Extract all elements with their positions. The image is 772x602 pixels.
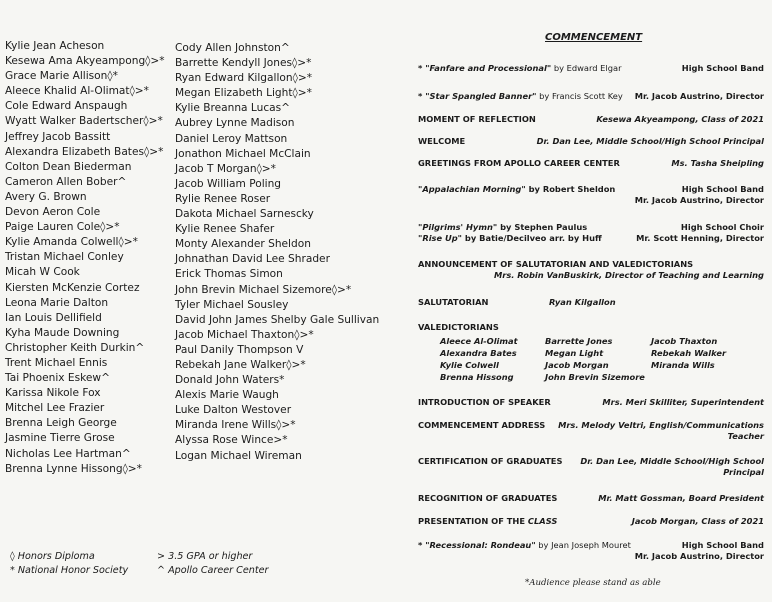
- graduate-name: Aubrey Lynne Madison: [175, 117, 295, 130]
- graduate-name: Brenna Leigh George: [5, 417, 117, 430]
- graduate-name: Ian Louis Dellifield: [5, 311, 102, 324]
- graduate-name: Leona Marie Dalton: [5, 296, 109, 309]
- program-appalachian: [418, 184, 764, 208]
- graduate-name: Tristan Michael Conley: [5, 251, 124, 264]
- program-choir: [418, 222, 764, 246]
- graduate-name: John Brevin Michael Sizemore◊>*: [175, 283, 352, 296]
- reflection-by: Kesewa Akyeampong, Class of 2021: [596, 114, 764, 124]
- program-recessional: [418, 540, 764, 564]
- graduate-name: Jasmine Tierre Grose: [5, 432, 115, 445]
- valedictorian-name: Megan Light: [545, 348, 604, 358]
- graduate-name: Avery G. Brown: [5, 190, 87, 203]
- graduate-name: Erick Thomas Simon: [175, 268, 283, 281]
- graduate-name: Jacob William Poling: [175, 177, 282, 190]
- valedictorian-name: Miranda Wills: [651, 360, 715, 370]
- riseup-title: "Rise Up": [418, 233, 463, 243]
- valedictorian-name: Jacob Thaxton: [651, 336, 718, 346]
- graduate-name: Alexis Marie Waugh: [175, 389, 279, 402]
- introduction-label: INTRODUCTION OF SPEAKER: [418, 397, 551, 407]
- graduate-name: Daniel Leroy Mattson: [175, 132, 288, 145]
- graduate-name: Jonathon Michael McClain: [175, 147, 311, 160]
- graduate-name: Karissa Nikole Fox: [5, 387, 101, 400]
- graduate-name: Paige Lauren Cole◊>*: [5, 221, 120, 234]
- recessional-director: Mr. Jacob Austrino, Director: [634, 551, 764, 561]
- graduate-name: Cole Edward Anspaugh: [5, 100, 128, 113]
- announcement-by: Mrs. Robin VanBuskirk, Director of Teaching and Learning: [493, 270, 764, 280]
- graduate-name: Paul Danily Thompson V: [175, 343, 304, 356]
- graduate-name: Micah W Cook: [5, 266, 80, 279]
- valedictorian-name: Rebekah Walker: [651, 348, 727, 358]
- valedictorians-col-2: [545, 335, 645, 383]
- graduate-name: Ryan Edward Kilgallon◊>*: [175, 72, 312, 85]
- choir-performer: High School Choir: [680, 222, 764, 232]
- program-announcement: [418, 259, 764, 283]
- graduate-name: Rebekah Jane Walker◊>*: [175, 358, 306, 371]
- graduate-name: Tai Phoenix Eskew^: [5, 372, 110, 385]
- presentation-by: Jacob Morgan, Class of 2021: [631, 516, 764, 526]
- graduate-name: Alexandra Elizabeth Bates◊>*: [5, 145, 164, 158]
- pilgrims-composer: by Stephen Paulus: [497, 222, 588, 232]
- salutatorian-label: SALUTATORIAN: [418, 297, 489, 307]
- graduate-name: Kesewa Ama Akyeampong◊>*: [5, 55, 165, 68]
- graduate-name: Cameron Allen Bober^: [5, 175, 127, 188]
- certification-label: CERTIFICATION OF GRADUATES: [418, 456, 563, 466]
- graduate-name: Mitchel Lee Frazier: [5, 402, 105, 415]
- graduate-name: Jeffrey Jacob Bassitt: [5, 130, 111, 143]
- graduate-name: Brenna Lynne Hissong◊>*: [5, 462, 142, 475]
- graduate-name: Wyatt Walker Badertscher◊>*: [5, 115, 163, 128]
- program-address: [418, 420, 764, 444]
- graduate-name: Colton Dean Biederman: [5, 160, 132, 173]
- graduate-name: Trent Michael Ennis: [5, 356, 108, 369]
- presentation-label: PRESENTATION OF THE: [418, 516, 528, 526]
- recessional-title: * "Recessional: Rondeau": [418, 540, 536, 550]
- valedictorians-col-1: [440, 335, 518, 383]
- legend-left: [10, 550, 128, 577]
- graduate-name: Cody Allen Johnston^: [175, 42, 290, 54]
- choir-director: Mr. Scott Henning, Director: [636, 233, 764, 243]
- audience-footnote: *Audience please stand as able: [525, 578, 661, 588]
- appalachian-director: Mr. Jacob Austrino, Director: [634, 195, 764, 205]
- graduate-name: Tyler Michael Sousley: [175, 298, 289, 311]
- valedictorian-name: Alexandra Bates: [440, 348, 517, 358]
- graduate-name: Donald John Waters*: [175, 374, 285, 387]
- graduate-name: Christopher Keith Durkin^: [5, 341, 145, 354]
- fanfare-title: * "Fanfare and Processional": [418, 63, 552, 73]
- certification-by-cont: Principal: [723, 467, 764, 477]
- graduate-name: Barrette Kendyll Jones◊>*: [175, 57, 312, 70]
- graduate-name: Kylie Jean Acheson: [5, 40, 105, 52]
- salutatorian-name: Ryan Kilgallon: [549, 297, 616, 307]
- valedictorian-name: Jacob Morgan: [545, 360, 609, 370]
- anthem-title: * "Star Spangled Banner": [418, 91, 537, 101]
- fanfare-composer: by Edward Elgar: [551, 63, 622, 73]
- graduate-name: Dakota Michael Sarnescky: [175, 208, 314, 221]
- graduate-names-column-1: [5, 39, 165, 477]
- recessional-composer: by Jean Joseph Mouret: [535, 540, 631, 550]
- introduction-by: Mrs. Meri Skilliter, Superintendent: [602, 397, 764, 407]
- graduate-name: Kylie Breanna Lucas^: [175, 102, 291, 115]
- address-label: COMMENCEMENT ADDRESS: [418, 420, 546, 430]
- program-certification: [418, 456, 764, 480]
- graduate-name: Aleece Khalid Al-Olimat◊>*: [5, 85, 149, 98]
- address-by: Mrs. Melody Veltri, English/Communications: [558, 420, 764, 430]
- anthem-composer: by Francis Scott Key: [536, 91, 623, 101]
- graduate-name: Jacob Michael Thaxton◊>*: [175, 328, 314, 341]
- legend-right: [157, 550, 268, 577]
- welcome-by: Dr. Dan Lee, Middle School/High School Principal: [536, 136, 764, 146]
- recognition-label: RECOGNITION OF GRADUATES: [418, 493, 558, 503]
- graduate-name: Logan Michael Wireman: [175, 449, 302, 462]
- valedictorian-name: Brenna Hissong: [440, 372, 514, 382]
- greetings-label: GREETINGS FROM APOLLO CAREER CENTER: [418, 158, 620, 168]
- valedictorian-name: John Brevin Sizemore: [545, 372, 645, 382]
- appalachian-composer: by Robert Sheldon: [525, 184, 616, 194]
- valedictorians-col-3: [651, 335, 726, 371]
- graduate-name: David John James Shelby Gale Sullivan: [175, 313, 380, 326]
- recessional-performer: High School Band: [681, 540, 764, 550]
- fanfare-performer: High School Band: [681, 63, 764, 73]
- graduate-name: Megan Elizabeth Light◊>*: [175, 87, 312, 100]
- program-title: COMMENCEMENT: [545, 32, 643, 43]
- legend-gpa: > 3.5 GPA or higher: [157, 551, 253, 562]
- graduate-name: Johnathan David Lee Shrader: [175, 253, 330, 266]
- announcement-label: ANNOUNCEMENT OF SALUTATORIAN AND VALEDICTORIANS: [418, 259, 694, 269]
- address-by-cont: Teacher: [727, 431, 764, 441]
- appalachian-title: "Appalachian Morning": [418, 184, 526, 194]
- graduate-name: Miranda Irene Wills◊>*: [175, 419, 296, 432]
- pilgrims-title: "Pilgrims' Hymn": [418, 222, 498, 232]
- legend-nhs: * National Honor Society: [10, 564, 129, 576]
- graduate-name: Devon Aeron Cole: [5, 206, 101, 219]
- riseup-composer: by Batie/Decilveo arr. by Huff: [462, 233, 602, 243]
- presentation-class: CLASS: [527, 516, 558, 526]
- anthem-director: Mr. Jacob Austrino, Director: [634, 91, 764, 101]
- graduate-name: Kylie Renee Shafer: [175, 223, 275, 236]
- appalachian-performer: High School Band: [681, 184, 764, 194]
- graduate-name: Kyha Maude Downing: [5, 326, 120, 339]
- graduate-name: Rylie Renee Roser: [175, 192, 271, 205]
- graduate-name: Jacob T Morgan◊>*: [175, 162, 276, 175]
- graduate-names-column-2: [175, 41, 379, 464]
- legend-apollo: ^ Apollo Career Center: [157, 564, 269, 576]
- graduate-name: Nicholas Lee Hartman^: [5, 447, 131, 460]
- graduate-name: Luke Dalton Westover: [175, 404, 292, 417]
- graduate-name: Grace Marie Allison◊*: [5, 70, 118, 83]
- valedictorian-name: Barrette Jones: [545, 336, 613, 346]
- valedictorian-name: Aleece Al-Olimat: [440, 336, 518, 346]
- valedictorians-label: VALEDICTORIANS: [418, 322, 499, 332]
- recognition-by: Mr. Matt Gossman, Board President: [598, 493, 764, 503]
- welcome-label: WELCOME: [418, 136, 466, 146]
- certification-by: Dr. Dan Lee, Middle School/High School: [580, 456, 764, 466]
- reflection-label: MOMENT OF REFLECTION: [418, 114, 536, 124]
- greetings-by: Ms. Tasha Sheipling: [671, 158, 764, 168]
- graduate-name: Kylie Amanda Colwell◊>*: [5, 236, 138, 249]
- graduate-name: Monty Alexander Sheldon: [175, 238, 311, 251]
- graduate-name: Kiersten McKenzie Cortez: [5, 281, 140, 294]
- valedictorian-name: Kylie Colwell: [440, 360, 499, 370]
- legend-honors: ◊ Honors Diploma: [10, 551, 95, 562]
- graduate-name: Alyssa Rose Wince>*: [175, 434, 288, 447]
